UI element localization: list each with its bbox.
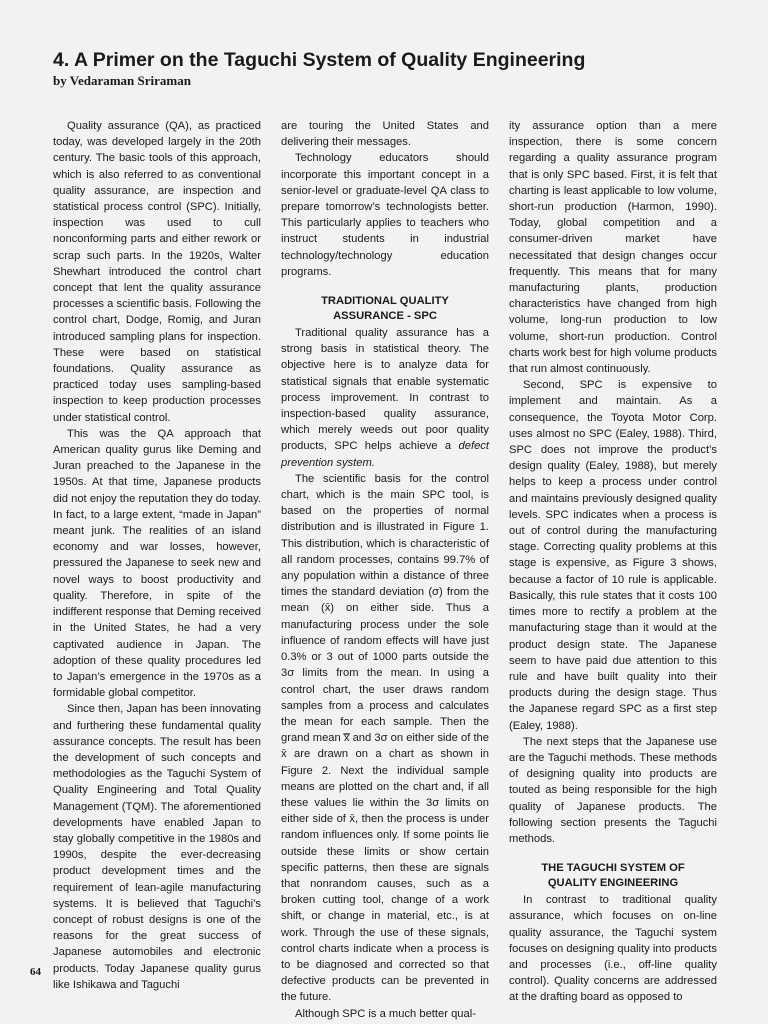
paragraph: In contrast to traditional quality assurance, which focuses on on-line quality assurance, the Taguchi system focuses on designing quality into products and processes (i.e., off-line quality control). Quality concerns are addressed at the drafting board as opposed to — [509, 894, 717, 1004]
paragraph: are touring the United States and delivering their messages. — [281, 120, 489, 149]
text-column-2 — [281, 118, 489, 1020]
paragraph: ity assurance option than a mere inspection, there is some concern regarding a quality assurance program that is only SPC based. First, it is felt that charting is least applicable to low volume, short-run production (Harmon, 1990). Today, global competition and a consumer-driven market have necessitated that design changes occur frequently. This means that for many manufacturing plants, production characteristics have changed from high volume, long-run production to low volume, short-run production. Control charts work best for high volume products that run almost continuously. — [509, 120, 717, 376]
emphasis-text: defect prevention system. — [281, 440, 489, 469]
heading-line: QUALITY ENGINEERING — [547, 877, 679, 890]
paragraph: This was the QA approach that American quality gurus like Deming and Juran preached to the Japanese in the 1950s. At that time, Japanese products did not enjoy the reputation they do today. In fact, to a large extent, “made in Japan” meant junk. The realities of an island economy and war losses, however, pressured the Japanese to seek new and novel ways to boost productivity and quality. Therefore, in spite of the indifferent response that Deming received in the United States, he had a very captivated audience in Japan. The adoption of these quality procedures led to Japan’s emergence in the 1970s as a formidable global competitor. — [53, 427, 261, 700]
paragraph: Quality assurance (QA), as practiced today, was developed largely in the 20th century. The basic tools of this approach, which is also referred to as conventional quality assurance, are inspection and statistical process control (SPC). Initially, inspection was used to cull nonconforming parts and either rework or scrap such parts. In the 1920s, Walter Shewhart introduced the control chart concept that lent the quality assurance processes a scientific basis. Following the control chart, Dodge, Romig, and Juran introduced sampling plans for inspection. These were based on statistical foundations. Quality assurance as practiced today uses sampling-based inspection to keep production processes under statistical control. — [53, 120, 261, 424]
paragraph: The scientific basis for the control chart, which is the main SPC tool, is based on the properties of normal distribution and is illustrated in Figure 1. This distribution, which is characteristic of all random processes, contains 99.7% of any population within a distance of three times the standard deviation (σ) from the mean (x̄) on either side. Thus a manufacturing process under the sole influence of random effects will have just 0.3% or 3 out of 1000 parts outside the 3σ limits from the mean. In using a control chart, the user draws random samples from a process and calculates the mean for each sample. Then the grand mean x̿ and 3σ on either side of the x̄ are drawn on a chart as shown in Figure 2. Next the individual sample means are plotted on the chart and, if all these values lie within the 3σ limits on either side of x̄, then the process is under random influences only. If some points lie outside these limits or show certain specific patterns, then these are signals that nonrandom causes, such as a broken cutting tool, change of a work shift, or change in material, etc., is at work. Through the use of these signals, control charts indicate when a process is to be diagnosed and corrected so that defective products can be prevented in the future. — [281, 472, 489, 1004]
paragraph: Since then, Japan has been innovating and furthering these fundamental quality assurance concepts. The result has been the development of such concepts and methodologies as the Taguchi System of Quality Engineering and Total Quality Management (TQM). The aforementioned developments have enabled Japan to stay globally competitive in the 1980s and 1990s, despite the ever-decreasing product development times and the requirement of lean-agile manufacturing systems. It is believed that Taguchi’s concept of robust designs is one of the reasons for the great success of Japanese automobiles and electronic products. Today Japanese quality gurus like Ishikawa and Taguchi — [53, 703, 261, 991]
heading-line: THE TAGUCHI SYSTEM OF — [541, 862, 685, 875]
paragraph: The next steps that the Japanese use are the Taguchi methods. These methods of designing quality into products are touted as being responsible for the high quality of Japanese products. The following section presents the Taguchi methods. — [509, 735, 717, 845]
page-number: 64 — [30, 966, 41, 978]
heading-line: TRADITIONAL QUALITY — [321, 295, 449, 308]
paragraph: Technology educators should incorporate this important concept in a senior-level or graduate-level QA class to prepare tomorrow’s technologists better. This particularly applies to teachers who instruct students in industrial technology/technology education programs. — [281, 152, 489, 278]
paragraph: Although SPC is a much better qual- — [295, 1007, 476, 1020]
heading-line: ASSURANCE - SPC — [333, 310, 437, 323]
text-column-3 — [509, 118, 717, 1004]
article-title: 4. A Primer on the Taguchi System of Quality Engineering — [53, 49, 586, 71]
section-heading-taguchi — [509, 861, 717, 891]
author-byline: by Vedaraman Sriraman — [53, 73, 191, 88]
paragraph — [281, 325, 489, 471]
paragraph: Second, SPC is expensive to implement and maintain. As a consequence, the Toyota Motor Corp. uses almost no SPC (Ealey, 1988). Third, SPC does not improve the product’s design quality (Ealey, 1988), but merely helps to keep a process under control and maintains previously designed quality levels. SPC indicates when a process is out of control during the manufacturing stage. Correcting quality problems at this stage is expensive, as Figure 3 shows, because a factor of 10 rule is applicable. Basically, this rule states that it costs 100 times more to rectify a problem at the manufacturing stage than it would at the product design state. The Japanese seem to have paid due attention to this rule and have built quality into their products during the design stage. Thus the Japanese regard SPC as a first step (Ealey, 1988). — [509, 379, 717, 732]
paragraph-text: Traditional quality assurance has a strong basis in statistical theory. The objective here is to analyze data for statistical signals that enable systematic process improvement. In contrast to inspection-based quality assurance, which merely weeds out poor quality products, SPC helps achieve a — [281, 327, 489, 453]
text-column-1 — [53, 118, 261, 991]
section-heading-spc — [281, 294, 489, 324]
